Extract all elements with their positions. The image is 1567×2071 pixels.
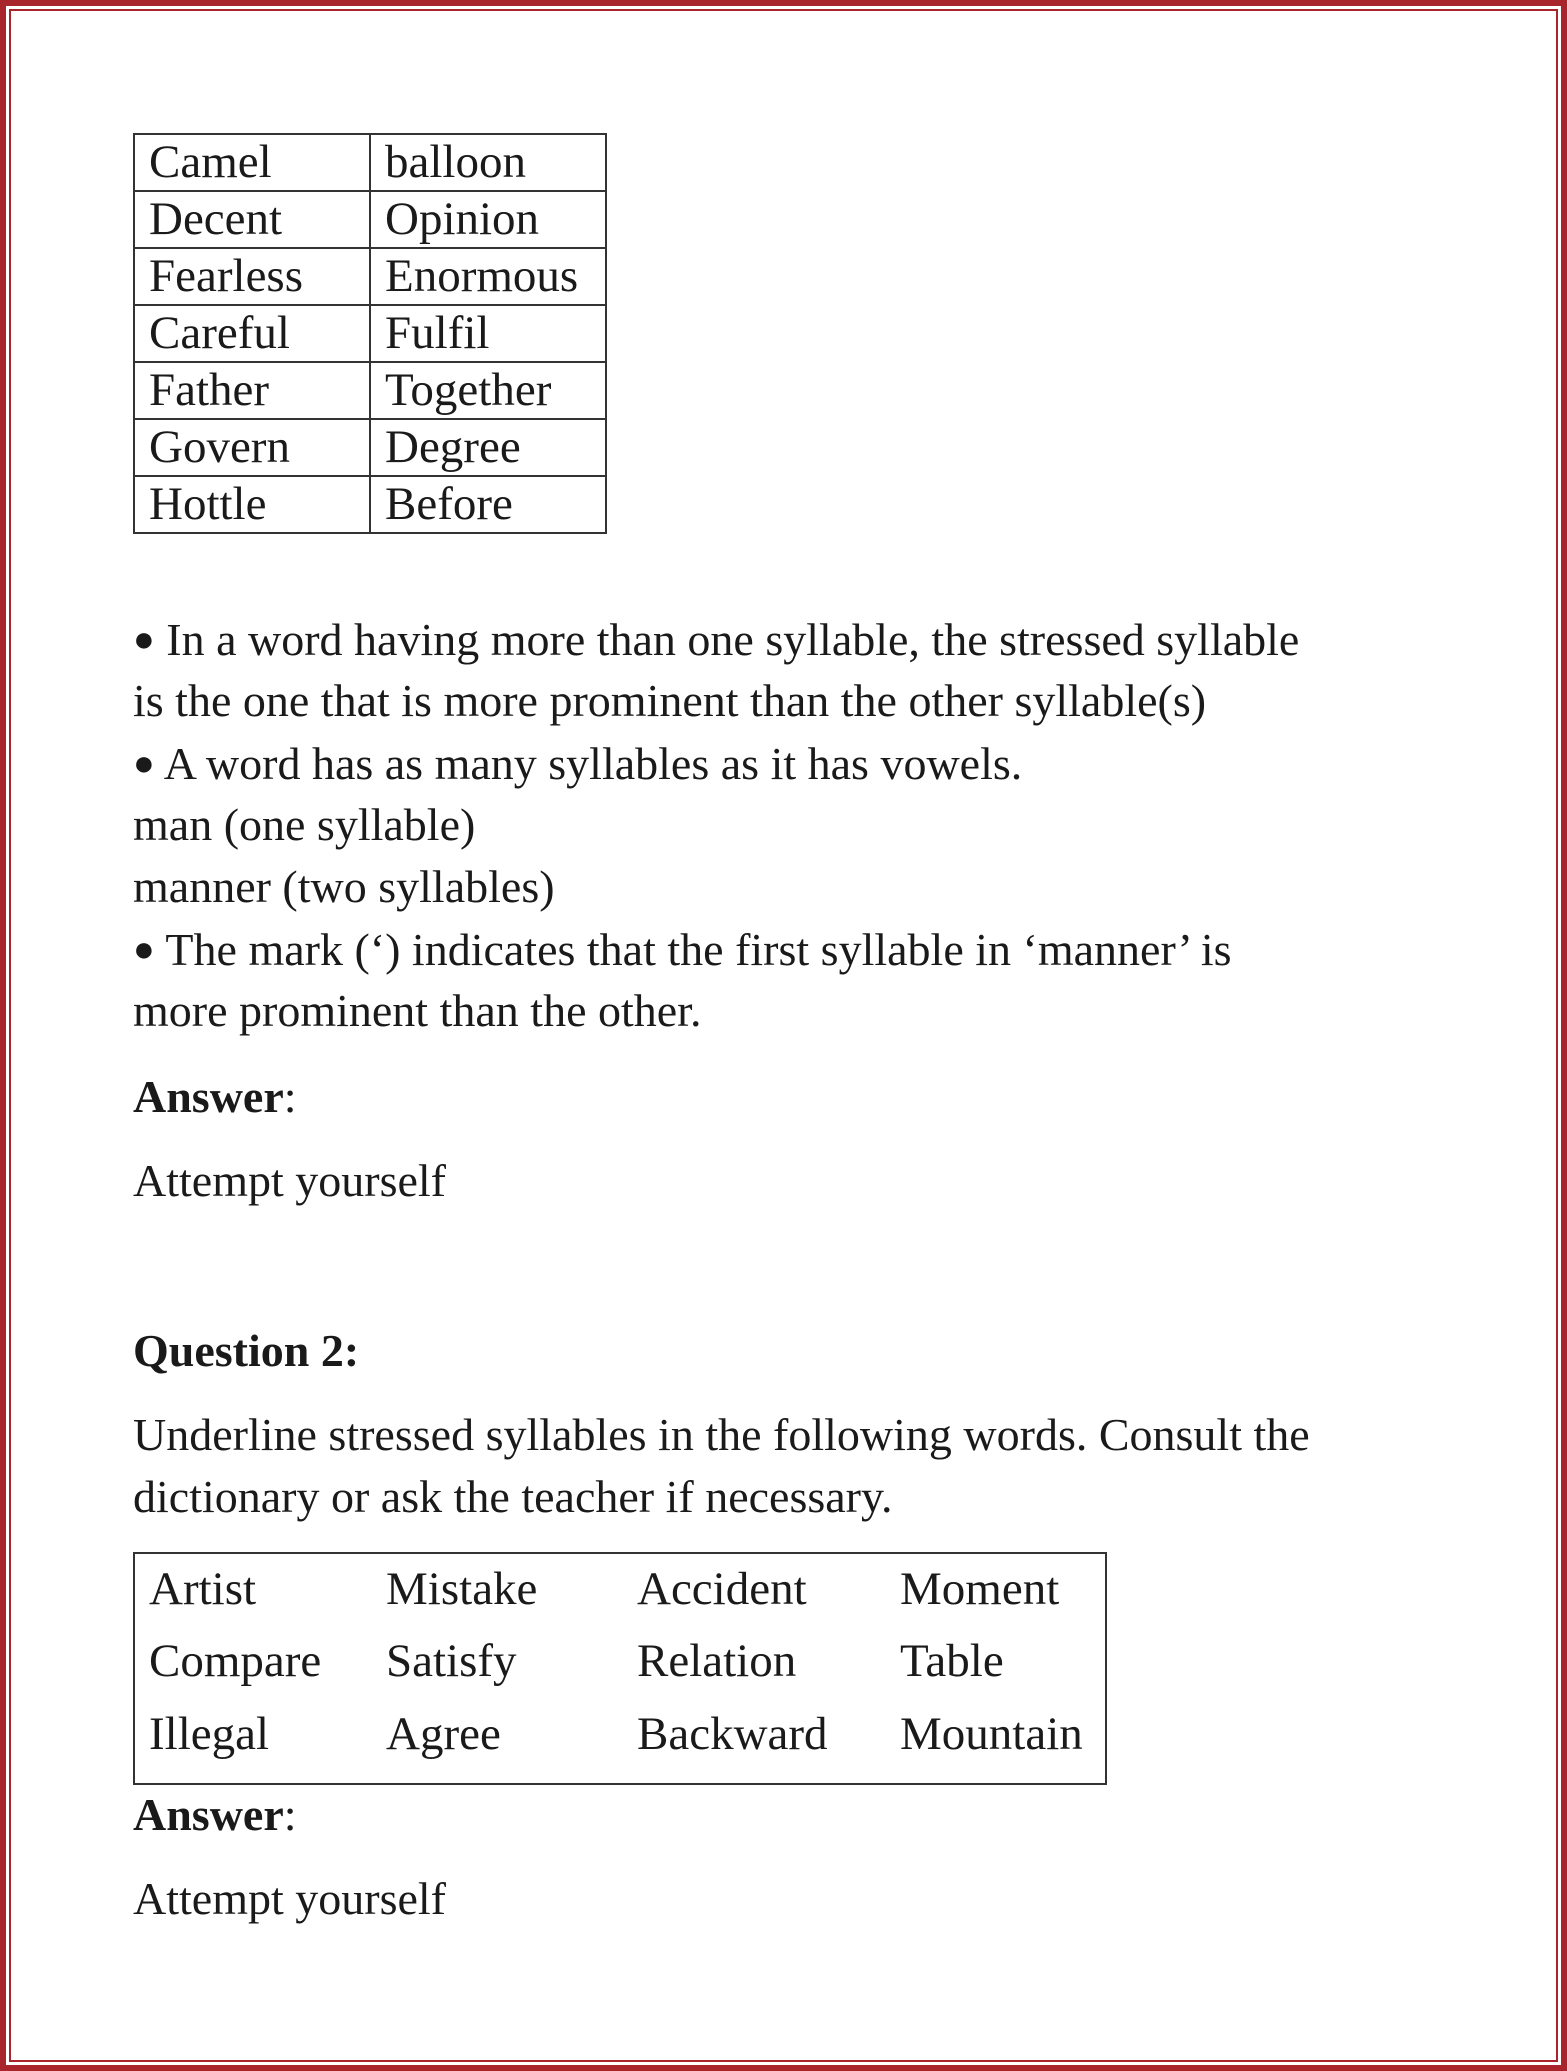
bullet-icon: ● xyxy=(133,929,155,969)
answer-colon: : xyxy=(283,1789,297,1840)
bullet-icon: ● xyxy=(133,619,155,659)
table-row xyxy=(134,362,606,419)
grid-word: Agree xyxy=(386,1708,501,1760)
note-line-4: man (one syllable) xyxy=(133,799,476,850)
note-text: In a word having more than one syllable, the stressed syllable xyxy=(166,614,1300,665)
table-cell: Camel xyxy=(134,134,370,191)
table-cell: Father xyxy=(134,362,370,419)
table-cell: Degree xyxy=(370,419,606,476)
table-cell: Fearless xyxy=(134,248,370,305)
note-line-6 xyxy=(133,918,1433,981)
table-cell: Together xyxy=(370,362,606,419)
grid-word: Illegal xyxy=(149,1708,270,1760)
answer-heading xyxy=(133,1784,1433,1846)
note-line-1 xyxy=(133,608,1433,671)
answer-text: Attempt yourself xyxy=(133,1873,446,1924)
note-line-2: is the one that is more prominent than the other syllable(s) xyxy=(133,675,1207,726)
answer-colon: : xyxy=(283,1071,297,1122)
table-cell: balloon xyxy=(370,134,606,191)
table-row xyxy=(134,305,606,362)
grid-word: Artist xyxy=(149,1563,257,1615)
grid-word: Mistake xyxy=(386,1563,538,1615)
question-title: Question 2: xyxy=(133,1325,360,1376)
table-cell: Govern xyxy=(134,419,370,476)
question-text-line-1: Underline stressed syllables in the following words. Consult the xyxy=(133,1409,1310,1460)
table-row xyxy=(134,191,606,248)
grid-word: Relation xyxy=(637,1635,797,1687)
answer-label: Answer xyxy=(133,1789,284,1840)
question-text-line-2: dictionary or ask the teacher if necessary. xyxy=(133,1471,893,1522)
word-grid xyxy=(133,1552,1107,1785)
table-cell: Hottle xyxy=(134,476,370,533)
grid-word: Backward xyxy=(637,1708,828,1760)
answer-text: Attempt yourself xyxy=(133,1155,446,1206)
table-row xyxy=(134,248,606,305)
table-row xyxy=(134,419,606,476)
note-text: The mark (‘) indicates that the first syllable in ‘manner’ is xyxy=(165,924,1232,975)
grid-word: Mountain xyxy=(900,1708,1083,1760)
grid-word: Satisfy xyxy=(386,1635,517,1687)
note-line-5: manner (two syllables) xyxy=(133,861,555,912)
answer-heading xyxy=(133,1066,1433,1128)
bullet-icon: ● xyxy=(133,743,155,783)
table-cell: Opinion xyxy=(370,191,606,248)
table-cell: Decent xyxy=(134,191,370,248)
word-table xyxy=(133,133,607,534)
table-cell: Before xyxy=(370,476,606,533)
table-cell: Enormous xyxy=(370,248,606,305)
note-text: A word has as many syllables as it has vowels. xyxy=(163,738,1023,789)
grid-word: Moment xyxy=(900,1563,1060,1615)
table-cell: Fulfil xyxy=(370,305,606,362)
note-line-7: more prominent than the other. xyxy=(133,985,702,1036)
grid-word: Compare xyxy=(149,1635,322,1687)
answer-label: Answer xyxy=(133,1071,284,1122)
table-row xyxy=(134,476,606,533)
table-row xyxy=(134,134,606,191)
grid-word: Table xyxy=(900,1635,1004,1687)
grid-word: Accident xyxy=(637,1563,807,1615)
note-line-3 xyxy=(133,732,1433,795)
table-cell: Careful xyxy=(134,305,370,362)
